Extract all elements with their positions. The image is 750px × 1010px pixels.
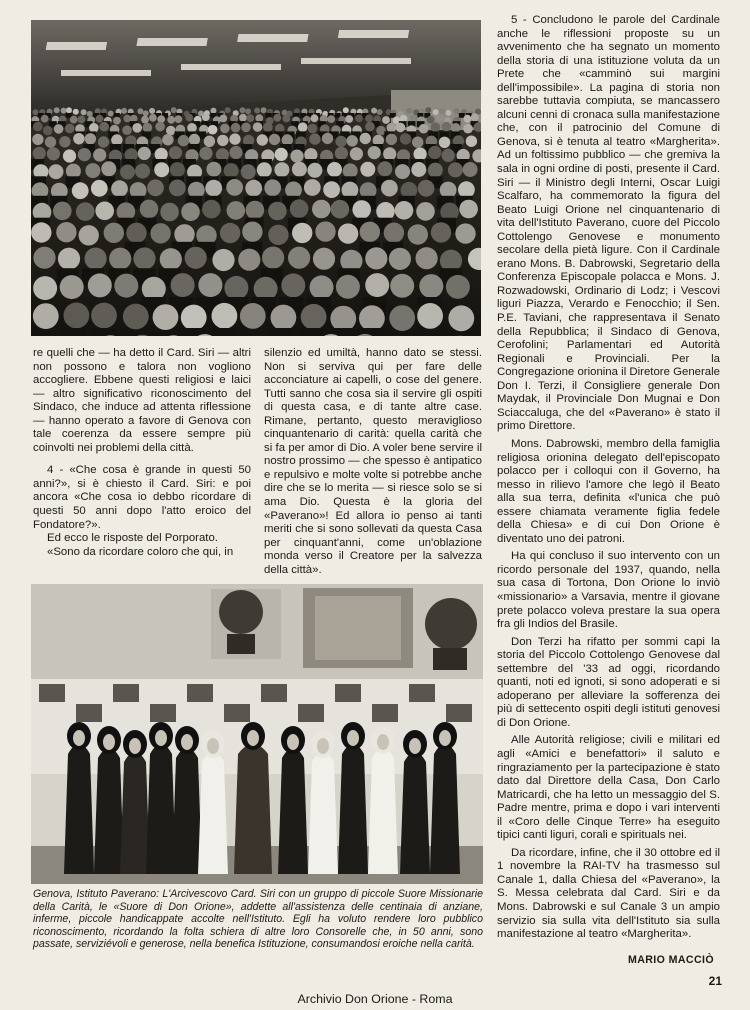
paragraph: Ha qui concluso il suo intervento con un ricordo personale del 1937, quando, nella sua casa di Tortona, Don Orione lo inviò «missionario» a Varsavia, mentre il giovane prete polacco voleva prestare la sua opera fra gli Indios del Brasile. <box>497 550 720 631</box>
text-column-middle <box>264 347 482 577</box>
paragraph: re quelli che — ha detto il Card. Siri — altri non possono e talora non vogliono accogliere. Ebbene questi religiosi e laici — altro significativo riconoscimento del Sindaco, che induce ad attenta riflessione — hanno operato a favore di Genova con tale coerenza da essere sempre più coinvolti nei problemi della città. <box>33 347 251 454</box>
paragraph: 4 - «Che cosa è grande in questi 50 anni?», si è chiesto il Card. Siri: e poi ancora «Che cosa io debbo ricordare di questi 50 anni dopo l'atto eroico del Fondatore?». <box>33 464 251 531</box>
paragraph: silenzio ed umiltà, hanno dato se stessi. Non si serviva qui per fare delle acconciature ai capelli, o cose del genere. Tutti sanno che cosa sia il servire gli ospiti di questa casa, e di tante altre case. Rimane, pertanto, questo meraviglioso cinquantenario di carità: quella carità che si fa per amor di Dio. A voler bene servire il nostro prossimo — che spesso è antipatico e repulsivo e molte volte si potrebbe anche dire che se lo merita — si riesce solo se si ama Dio. Questa è la gloria del «Paverano»! Ed allora io penso ai tanti meriti che si sono sollevati da questa Casa per cinquant'anni, come un'oblazione monda verso il Creatore per la salvezza della città». <box>264 347 482 576</box>
auditorium-illustration <box>31 20 481 336</box>
paragraph: Mons. Dabrowski, membro della famiglia religiosa orionina delegato dell'episcopato polacco per i colloqui con il Governo, ha messo in rilievo l'amore che legò il Beato alla sua terra, definita «l'unica che può essere chiamata veramente figlia fedele della Chiesa» e di cui Don Orione è diventato uno dei patroni. <box>497 437 720 545</box>
paragraph: 5 - Concludono le parole del Cardinale anche le riflessioni proposte su un avvenimento che ha segnato un momento della storia di una istituzione voluta da un Prete che «camminò sui margini dell'impossibile». La pagina di storia non sarebbe tuttavia compiuta, se mancassero alcuni cenni di cronaca sulla manifestazione che, con il patrocinio del Comune di Genova, si è tenuta al teatro «Margherita». Ad un foltissimo pubblico — che gremiva la sala in ogni ordine di posti, presente il Card. Siri — il Ministro degli Interni, Oscar Luigi Scalfaro, ha commemorato la figura del Beato Luigi Orione nel cinquantenario di vita dell'Istituto Paverano, cuore del Piccolo Cottolengo Genovese e monumento secolare della pietà ligure. Con il Cardinale erano Mons. B. Dabrowski, Segretario della Conferenza Episcopale polacca e Mons. J. Rozwadowski, Ordinario di Lodz; i Vescovi liguri Piazza, Verardo e Fenocchio; il Sen. P.E. Taviani, che rappresentava il Senato della Repubblica; il Sindaco di Genova, Cerofolini; Parlamentari ed Autorità Regionali e Provinciali. Per la Congregazione orionina il Diretore Generale Don I. Terzi, il Consigliere generale Don Maydak, il Provinciale Don Mugnai e Don Sciaccaluga, che del «Paverano» è stato il primo Direttore. <box>497 14 720 433</box>
photo-caption: Genova, Istituto Paverano: L'Arcivescovo Card. Siri con un gruppo di piccole Suore Missionarie della Carità, le «Suore di Don Orione», addette all'assistenza delle centinaia di anziane, inferme, piccole handicappate accolte nell'Istituto. Egli ha voluto rendere loro pubblico riconoscimento, ricordando la folta schiera di altre loro Consorelle che, in 50 anni, sono passate, serviziévoli e generose, nella benefica Istituzione, consumandosi eroiche nella carità. <box>33 888 483 951</box>
paragraph: Don Terzi ha rifatto per sommi capi la storia del Piccolo Cottolengo Genovese dal settembre del '33 ad oggi, ricordando quanti, noti ed ignoti, si sono adoperati e si adoperano per alleviare la sofferenza dei più di settecento ospiti degli istituti genovesi di Don Orione. <box>497 635 720 729</box>
author-signature: MARIO MACCIÒ <box>627 954 714 966</box>
paragraph: «Sono da ricordare coloro che qui, in <box>47 545 234 558</box>
text-column-right <box>497 14 720 942</box>
paragraph: Da ricordare, infine, che il 30 ottobre ed il 1 novembre la RAI-TV ha trasmesso sul Canale 1, dalla Chiesa del «Paverano», la S. Messa celebrata dal Card. Siri e da Mons. Dabrowski e sul Canale 3 un ampio servizio sia sulla vita dell'Istituto sia sulla manifestazione al teatro «Margherita». <box>497 846 720 941</box>
group-photo-illustration <box>31 584 483 884</box>
paragraph: Alle Autorità religiose; civili e militari ed agli «Amici e benefattori» il saluto e ringraziamento per la partecipazione è stato dato dal Direttore della Casa, Don Carlo Matricardi, che ha letto un messaggio del S. Padre mentre, prima e dopo i vari interventi il «Coro delle Cinque Terre» ha eseguito tipici canti liguri, corali e spirituals nei. <box>497 734 720 842</box>
archive-footer: Archivio Don Orione - Roma <box>297 992 453 1006</box>
photo-auditorium <box>31 20 481 336</box>
page-number: 21 <box>708 974 722 988</box>
text-column-left <box>33 347 251 559</box>
paragraph: Ed ecco le risposte del Porporato. <box>47 532 218 545</box>
photo-cardinal-with-sisters <box>31 584 483 884</box>
